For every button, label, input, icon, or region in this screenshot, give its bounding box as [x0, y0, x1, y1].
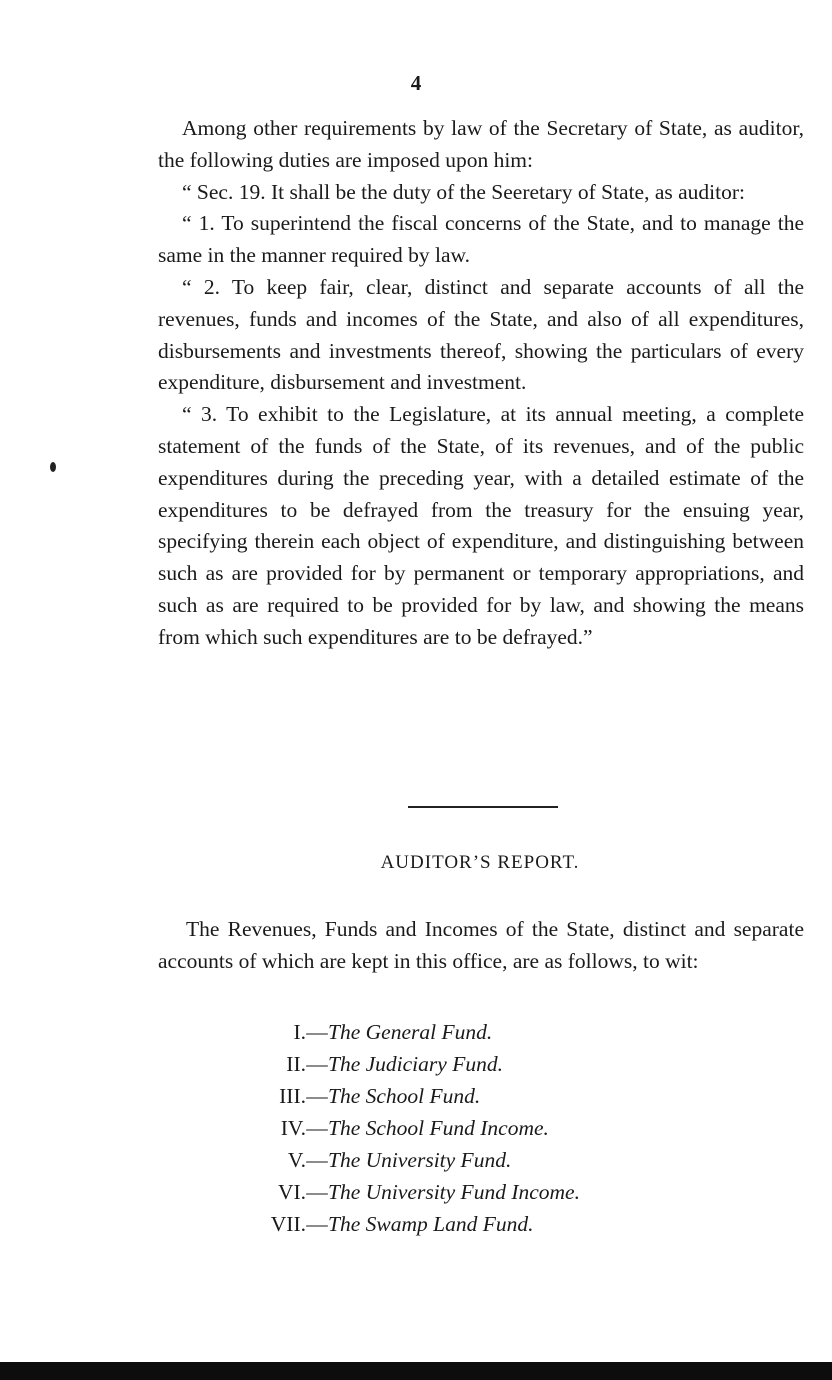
fund-numeral: V. [287, 1148, 306, 1172]
fund-dash: — [306, 1116, 328, 1140]
report-intro-paragraph: The Revenues, Funds and Incomes of the State, distinct and separate accounts of which are kept in this office, are as follows, to wit: [158, 917, 804, 973]
section-paragraph: “ Sec. 19. It shall be the duty of the Seeretary of State, as auditor: [182, 179, 746, 204]
fund-name: The University Fund. [328, 1148, 512, 1172]
fund-item [200, 1048, 720, 1080]
fund-item [200, 1080, 720, 1112]
fund-name: The School Fund Income. [328, 1116, 549, 1140]
fund-name: The Swamp Land Fund. [328, 1212, 534, 1236]
fund-item [200, 1208, 720, 1240]
fund-numeral: VI. [277, 1180, 306, 1204]
fund-dash: — [306, 1084, 328, 1108]
report-heading: AUDITOR’S REPORT. [380, 852, 580, 873]
fund-list [200, 1016, 720, 1240]
statute-text [158, 113, 804, 654]
fund-name: The Judiciary Fund. [328, 1052, 503, 1076]
fund-dash: — [306, 1052, 328, 1076]
fund-dash: — [306, 1020, 328, 1044]
ink-speck [50, 462, 56, 472]
fund-numeral: III. [279, 1084, 306, 1108]
fund-dash: — [306, 1148, 328, 1172]
fund-item [200, 1016, 720, 1048]
section-divider [408, 806, 558, 808]
duty-paragraph-2: “ 2. To keep fair, clear, distinct and separate accounts of all the revenues, funds and incomes of the State, and also of all expenditures, disbursements and investments thereof, showing the particulars of every expenditure, disbursement and investment. [158, 274, 804, 395]
fund-name: The University Fund Income. [328, 1180, 580, 1204]
intro-paragraph: Among other requirements by law of the Secretary of State, as auditor, the following duties are imposed upon him: [158, 116, 804, 172]
duty-paragraph-1: “ 1. To superintend the fiscal concerns of the State, and to manage the same in the manner required by law. [158, 211, 804, 268]
fund-item [200, 1144, 720, 1176]
fund-dash: — [306, 1180, 328, 1204]
fund-dash: — [306, 1212, 328, 1236]
fund-numeral: VII. [270, 1212, 306, 1236]
fund-item [200, 1176, 720, 1208]
duty-paragraph-3: “ 3. To exhibit to the Legislature, at its annual meeting, a complete statement of the funds of the State, of its revenues, and of the public expenditures during the preceding year, with a detailed estimate of the expenditures to be defrayed from the treasury for the ensuing year, specifying therein each object of expenditure, and distinguishing between such as are provided for by permanent or temporary appropriations, and such as are required to be provided for by law, and showing the means from which such expenditures are to be defrayed.” [158, 402, 804, 649]
fund-numeral: I. [293, 1020, 306, 1044]
fund-name: The General Fund. [328, 1020, 493, 1044]
fund-numeral: II. [286, 1052, 306, 1076]
page-number: 4 [410, 71, 422, 95]
report-intro [158, 914, 804, 978]
fund-numeral: IV. [280, 1116, 306, 1140]
fund-item [200, 1112, 720, 1144]
scan-edge-bar [0, 1362, 832, 1380]
fund-name: The School Fund. [328, 1084, 481, 1108]
